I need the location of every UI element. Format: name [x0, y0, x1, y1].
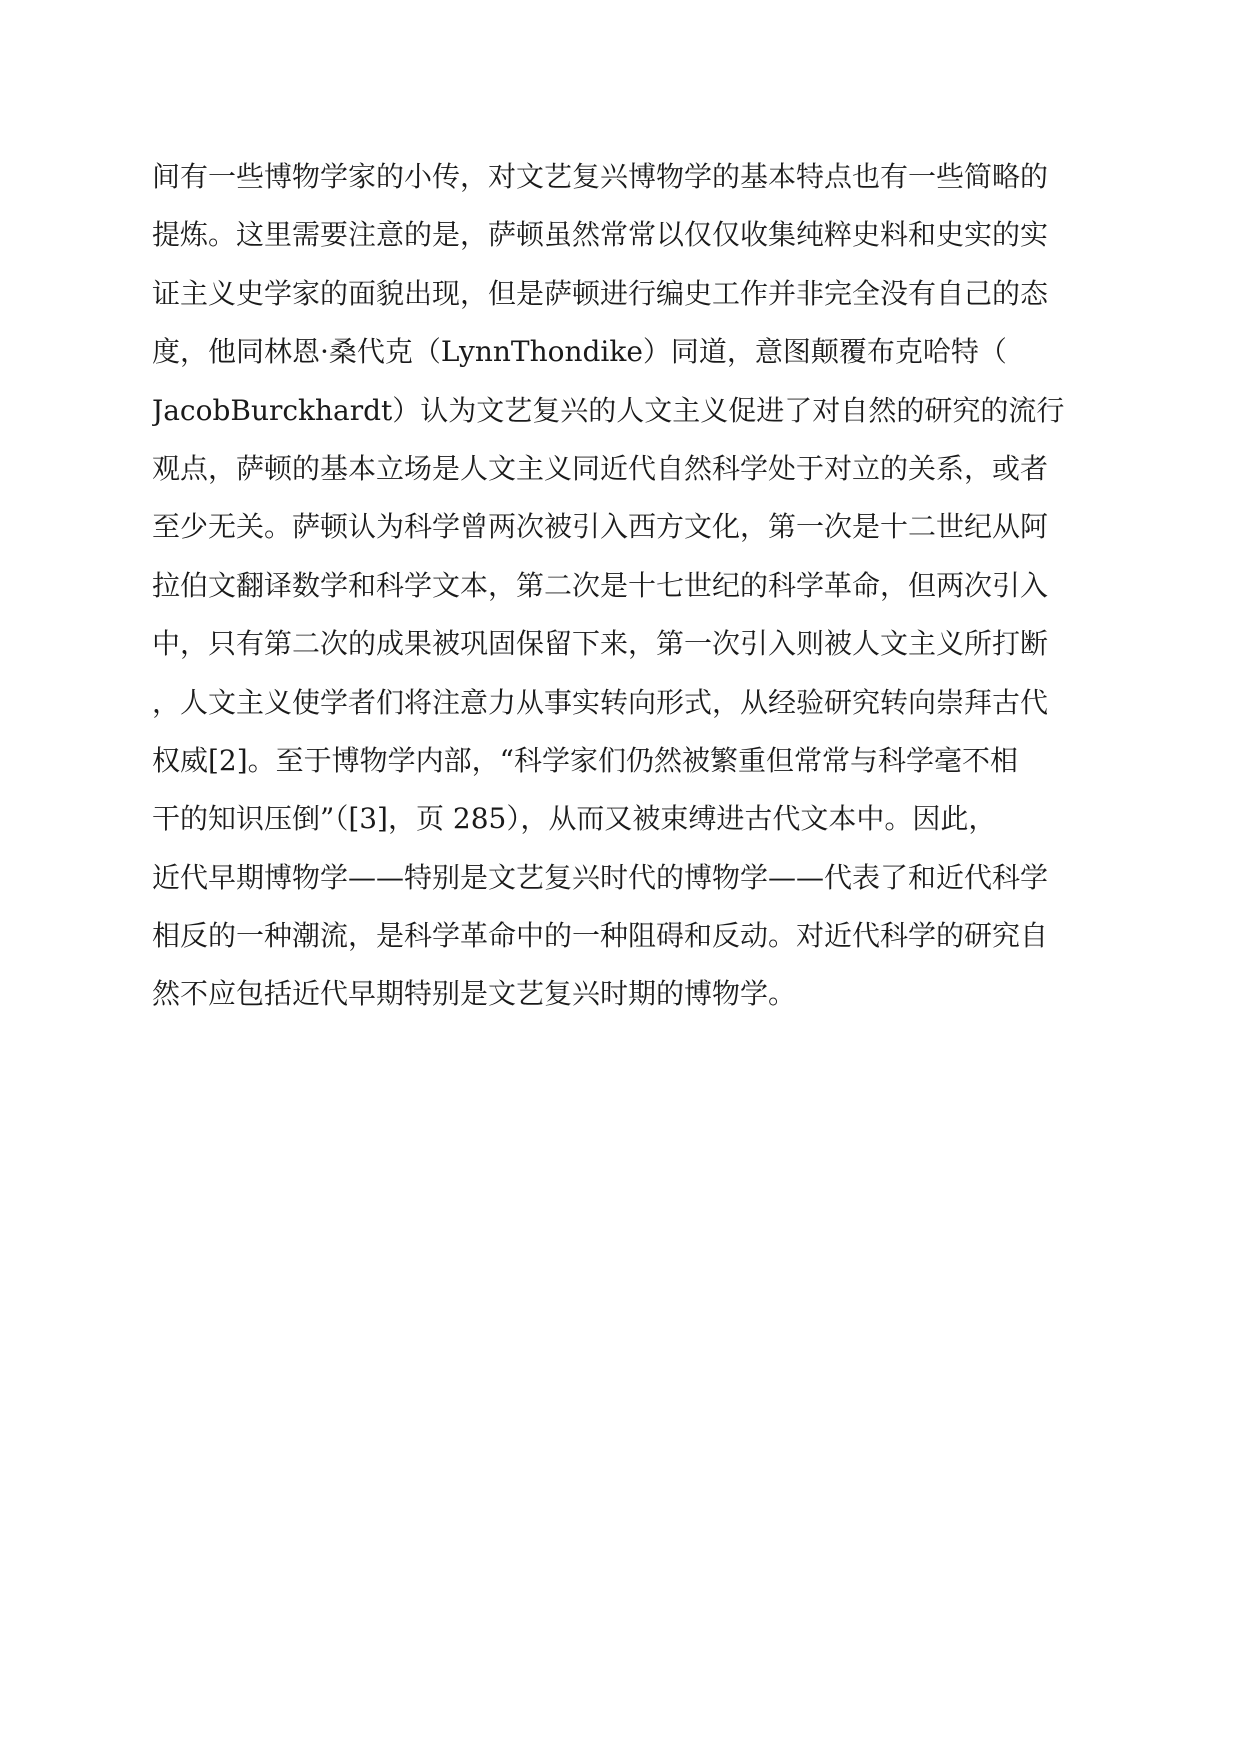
text-line: 证主义史学家的面貌出现，但是萨顿进行编史工作并非完全没有自己的态: [152, 276, 1049, 310]
text-line: 中，只有第二次的成果被巩固保留下来，第一次引入则被人文主义所打断: [152, 627, 1049, 661]
text-line: ，人文主义使学者们将注意力从事实转向形式，从经验研究转向崇拜古代: [152, 685, 1049, 719]
text-line: JacobBurckhardt）认为文艺复兴的人文主义促进了对自然的研究的流行: [152, 393, 1065, 427]
text-line: 近代早期博物学——特别是文艺复兴时代的博物学——代表了和近代科学: [152, 860, 1049, 894]
text-line: 相反的一种潮流，是科学革命中的一种阻碍和反动。对近代科学的研究自: [152, 919, 1049, 953]
text-line: 至少无关。萨顿认为科学曾两次被引入西方文化，第一次是十二世纪从阿: [152, 510, 1049, 544]
text-line: 间有一些博物学家的小传，对文艺复兴博物学的基本特点也有一些简略的: [152, 160, 1049, 193]
text-line: 观点，萨顿的基本立场是人文主义同近代自然科学处于对立的关系，或者: [152, 451, 1049, 485]
text-line: 拉伯文翻译数学和科学文本，第二次是十七世纪的科学革命，但两次引入: [152, 568, 1049, 602]
text-line: 度，他同林恩·桑代克（LynnThondike）同道，意图颠覆布克哈特（: [152, 335, 1007, 369]
text-line: 干的知识压倒”（[3]，页 285），从而又被束缚进古代文本中。因此，: [152, 802, 997, 836]
text-line: 然不应包括近代早期特别是文艺复兴时期的博物学。: [152, 977, 797, 1011]
text-line: 提炼。这里需要注意的是，萨顿虽然常常以仅仅收集纯粹史料和史实的实: [152, 218, 1049, 252]
body-paragraph: [152, 148, 1092, 1024]
text-line: 权威[2]。至于博物学内部，“科学家们仍然被繁重但常常与科学毫不相: [152, 743, 1018, 777]
